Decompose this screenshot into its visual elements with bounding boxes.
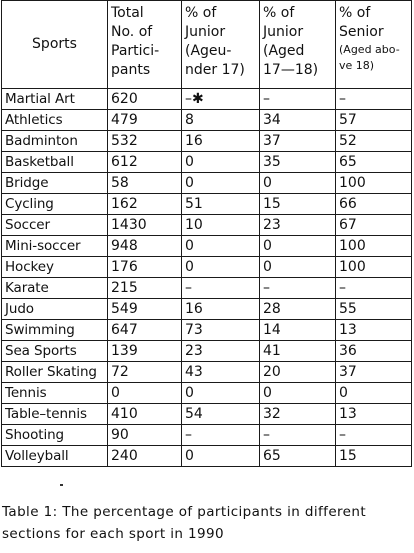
header-senior-line: Senior [339, 24, 384, 40]
senior-percent-cell: 13 [336, 404, 412, 425]
sport-cell: Roller Skating [2, 362, 108, 383]
junior-17-18-percent-cell: 37 [260, 131, 336, 152]
total-participants-cell: 240 [108, 446, 182, 467]
sport-cell: Shooting [2, 425, 108, 446]
header-sports-label: Sports [32, 36, 77, 52]
total-participants-cell: 58 [108, 173, 182, 194]
sport-cell: Martial Art [2, 89, 108, 110]
junior-17-18-percent-cell: 32 [260, 404, 336, 425]
total-participants-cell: 647 [108, 320, 182, 341]
header-junior-17-18-line: % of [263, 5, 295, 21]
stray-mark [60, 484, 63, 486]
junior-under17-percent-cell: 54 [182, 404, 260, 425]
header-total-line: Total [111, 5, 144, 21]
header-junior-17-18 [260, 1, 336, 89]
table-header-row [2, 1, 412, 89]
table-row [2, 236, 412, 257]
table-row [2, 131, 412, 152]
sport-cell: Karate [2, 278, 108, 299]
junior-under17-percent-cell: 8 [182, 110, 260, 131]
junior-17-18-percent-cell: 15 [260, 194, 336, 215]
senior-percent-cell: 66 [336, 194, 412, 215]
junior-17-18-percent-cell: 0 [260, 173, 336, 194]
junior-under17-percent-cell: 0 [182, 173, 260, 194]
total-participants-cell: 1430 [108, 215, 182, 236]
total-participants-cell: 620 [108, 89, 182, 110]
header-junior-under17-line: % of [185, 5, 217, 21]
sport-cell: Hockey [2, 257, 108, 278]
sport-cell: Athletics [2, 110, 108, 131]
junior-under17-percent-cell: 23 [182, 341, 260, 362]
sport-cell: Tennis [2, 383, 108, 404]
header-total-line: Partici- [111, 43, 160, 59]
total-participants-cell: 948 [108, 236, 182, 257]
sports-participation-table [1, 0, 412, 467]
junior-under17-percent-cell: 16 [182, 299, 260, 320]
senior-percent-cell: 57 [336, 110, 412, 131]
junior-under17-percent-cell: 0 [182, 152, 260, 173]
junior-under17-percent-cell: 16 [182, 131, 260, 152]
table-caption: Table 1: The percentage of participants in different sections for each sport in 1990 [2, 504, 367, 542]
table-row [2, 446, 412, 467]
total-participants-cell: 139 [108, 341, 182, 362]
table-row [2, 299, 412, 320]
header-junior-17-18-line: 17—18) [263, 62, 319, 78]
table-row [2, 362, 412, 383]
table-row [2, 320, 412, 341]
senior-percent-cell: 13 [336, 320, 412, 341]
junior-under17-percent-cell: – [182, 425, 260, 446]
junior-17-18-percent-cell: – [260, 425, 336, 446]
header-senior-line: % of [339, 5, 371, 21]
sport-cell: Cycling [2, 194, 108, 215]
header-junior-under17 [182, 1, 260, 89]
sport-cell: Volleyball [2, 446, 108, 467]
junior-under17-percent-cell: 73 [182, 320, 260, 341]
total-participants-cell: 162 [108, 194, 182, 215]
header-junior-under17-line: (Ageu- [185, 43, 232, 59]
sport-cell: Table–tennis [2, 404, 108, 425]
total-participants-cell: 410 [108, 404, 182, 425]
header-junior-17-18-line: Junior [263, 24, 304, 40]
junior-under17-percent-cell: – [182, 278, 260, 299]
table-row [2, 341, 412, 362]
table-row [2, 152, 412, 173]
senior-percent-cell: 100 [336, 257, 412, 278]
senior-percent-cell: 65 [336, 152, 412, 173]
sport-cell: Mini-soccer [2, 236, 108, 257]
junior-17-18-percent-cell: 41 [260, 341, 336, 362]
junior-17-18-percent-cell: – [260, 89, 336, 110]
header-junior-17-18-line: (Aged [263, 43, 305, 59]
senior-percent-cell: 36 [336, 341, 412, 362]
junior-under17-percent-cell: –✱ [182, 89, 260, 110]
junior-17-18-percent-cell: 28 [260, 299, 336, 320]
senior-percent-cell: 100 [336, 236, 412, 257]
junior-under17-percent-cell: 43 [182, 362, 260, 383]
senior-percent-cell: – [336, 425, 412, 446]
table-row [2, 89, 412, 110]
senior-percent-cell: 15 [336, 446, 412, 467]
table-row [2, 425, 412, 446]
table-row [2, 404, 412, 425]
total-participants-cell: 176 [108, 257, 182, 278]
total-participants-cell: 549 [108, 299, 182, 320]
total-participants-cell: 0 [108, 383, 182, 404]
table-body [2, 89, 412, 467]
senior-percent-cell: 0 [336, 383, 412, 404]
header-senior-line: (Aged abo- [339, 43, 400, 56]
total-participants-cell: 90 [108, 425, 182, 446]
total-participants-cell: 532 [108, 131, 182, 152]
junior-17-18-percent-cell: 34 [260, 110, 336, 131]
junior-17-18-percent-cell: 65 [260, 446, 336, 467]
senior-percent-cell: 100 [336, 173, 412, 194]
header-total [108, 1, 182, 89]
table-row [2, 383, 412, 404]
table-row [2, 257, 412, 278]
sport-cell: Swimming [2, 320, 108, 341]
sport-cell: Judo [2, 299, 108, 320]
junior-under17-percent-cell: 0 [182, 383, 260, 404]
header-senior-line: ve 18) [339, 59, 375, 72]
junior-under17-percent-cell: 10 [182, 215, 260, 236]
junior-under17-percent-cell: 0 [182, 257, 260, 278]
junior-17-18-percent-cell: 0 [260, 236, 336, 257]
senior-percent-cell: 52 [336, 131, 412, 152]
total-participants-cell: 215 [108, 278, 182, 299]
sport-cell: Soccer [2, 215, 108, 236]
junior-17-18-percent-cell: 14 [260, 320, 336, 341]
table-row [2, 194, 412, 215]
junior-17-18-percent-cell: 20 [260, 362, 336, 383]
junior-17-18-percent-cell: 0 [260, 383, 336, 404]
header-sports [2, 1, 108, 89]
senior-percent-cell: – [336, 89, 412, 110]
table-row [2, 173, 412, 194]
header-total-line: pants [111, 62, 151, 78]
junior-under17-percent-cell: 0 [182, 236, 260, 257]
header-junior-under17-line: nder 17) [185, 62, 245, 78]
junior-under17-percent-cell: 51 [182, 194, 260, 215]
total-participants-cell: 479 [108, 110, 182, 131]
header-senior [336, 1, 412, 89]
junior-under17-percent-cell: 0 [182, 446, 260, 467]
senior-percent-cell: 55 [336, 299, 412, 320]
senior-percent-cell: 37 [336, 362, 412, 383]
sport-cell: Sea Sports [2, 341, 108, 362]
junior-17-18-percent-cell: 23 [260, 215, 336, 236]
sport-cell: Bridge [2, 173, 108, 194]
sport-cell: Badminton [2, 131, 108, 152]
senior-percent-cell: 67 [336, 215, 412, 236]
junior-17-18-percent-cell: 35 [260, 152, 336, 173]
total-participants-cell: 612 [108, 152, 182, 173]
sport-cell: Basketball [2, 152, 108, 173]
table-row [2, 278, 412, 299]
junior-17-18-percent-cell: – [260, 278, 336, 299]
table-row [2, 110, 412, 131]
header-total-line: No. of [111, 24, 153, 40]
junior-17-18-percent-cell: 0 [260, 257, 336, 278]
total-participants-cell: 72 [108, 362, 182, 383]
table-row [2, 215, 412, 236]
senior-percent-cell: – [336, 278, 412, 299]
header-junior-under17-line: Junior [185, 24, 226, 40]
